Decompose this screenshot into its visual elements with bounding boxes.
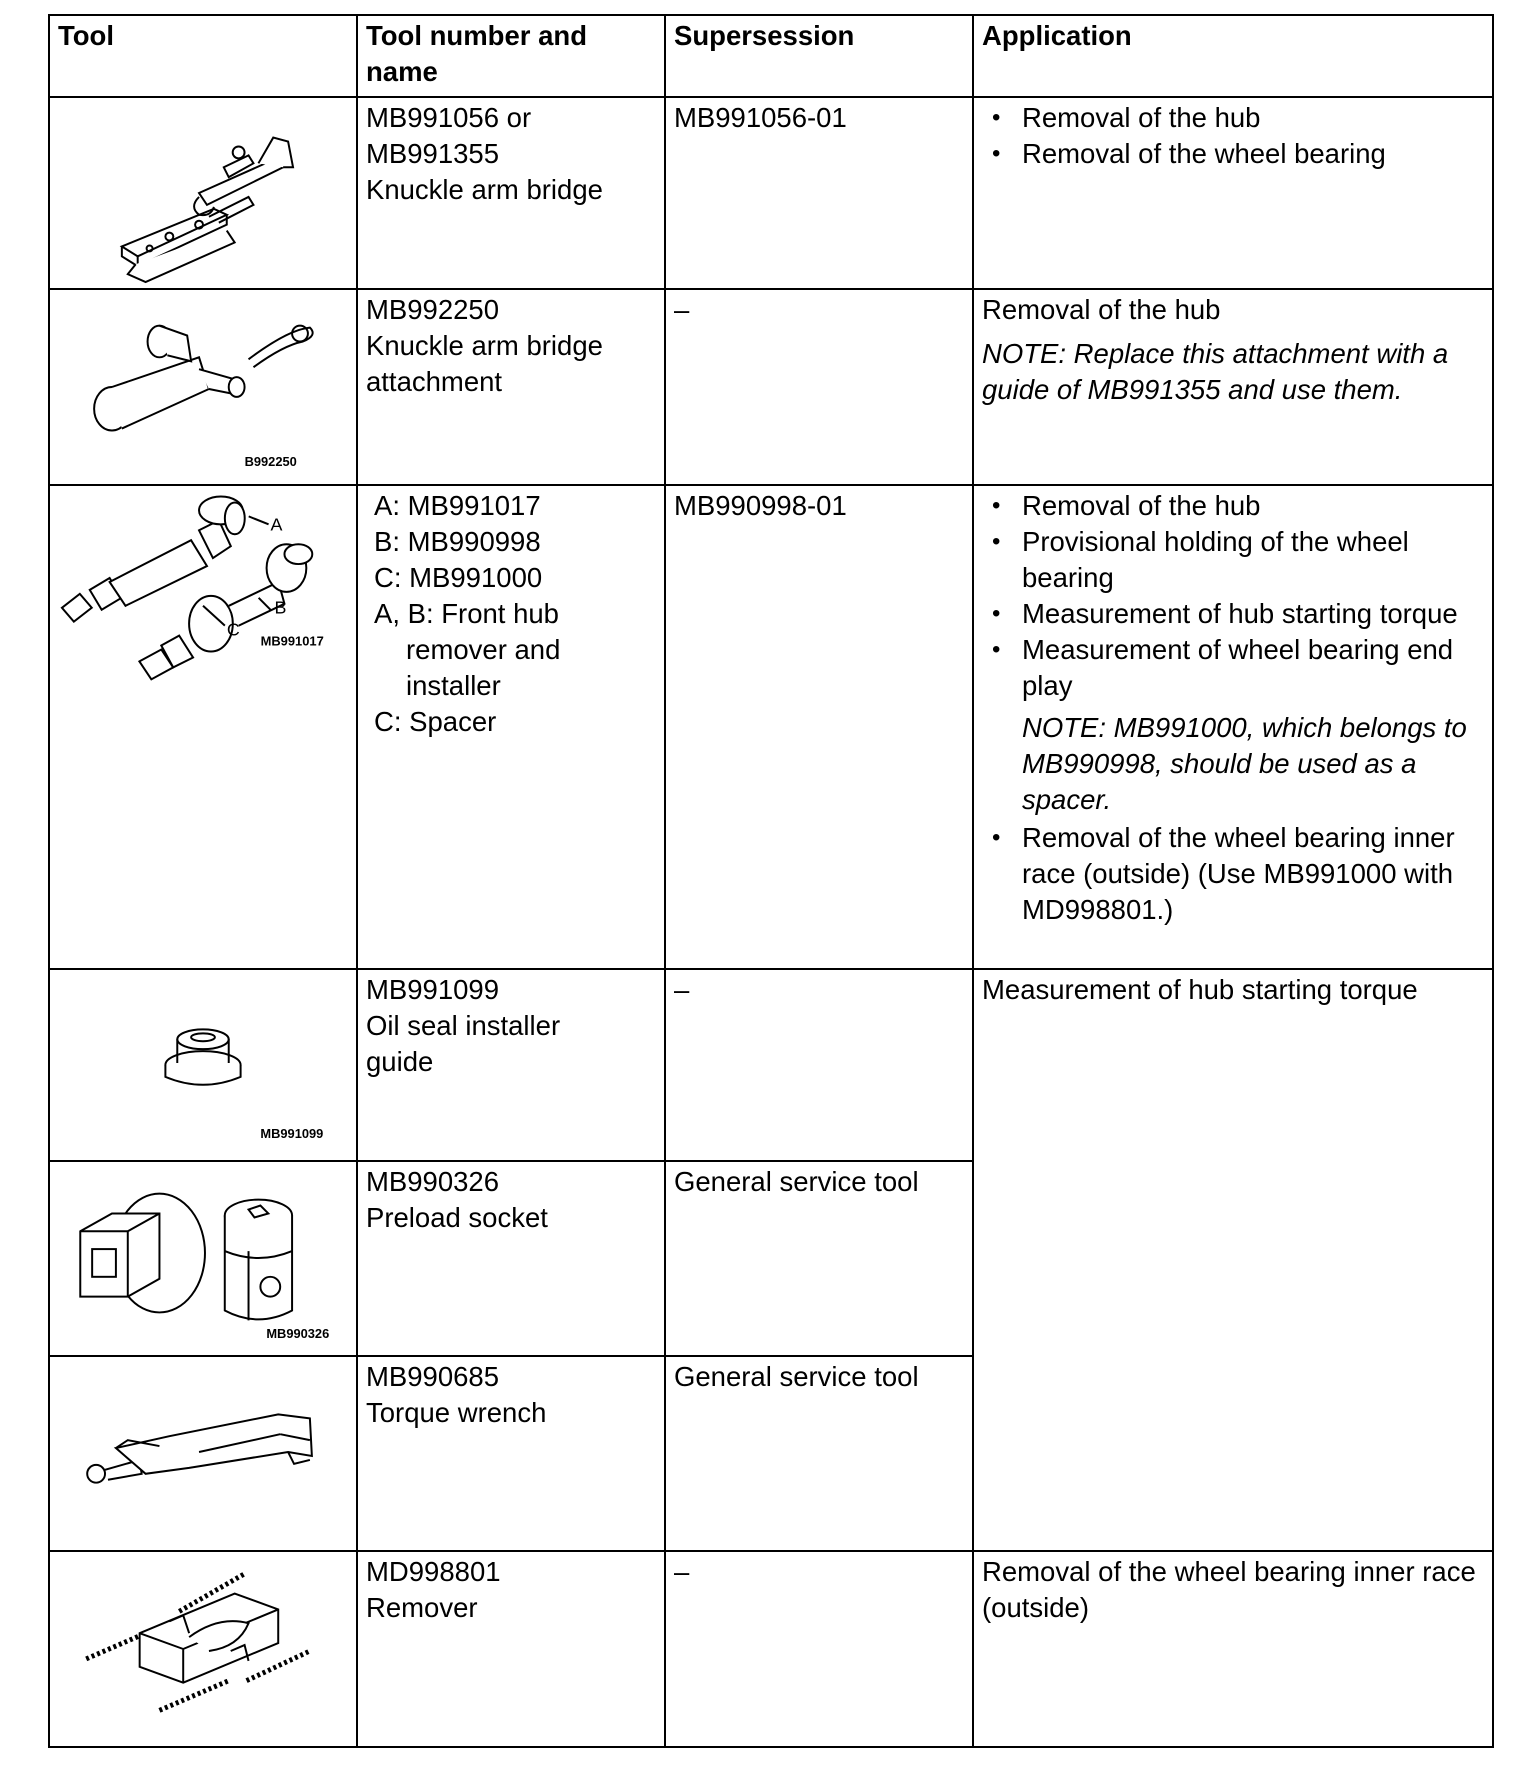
application-item: • Measurement of hub starting torque <box>1022 596 1484 632</box>
torque-wrench-illustration <box>50 1357 356 1550</box>
application-cell: Removal of the wheel bearing inner race (outside) <box>973 1551 1493 1747</box>
figure-caption: B992250 <box>244 454 297 470</box>
tool-name-line: Preload socket <box>366 1202 548 1233</box>
tool-number-line: MB991056 or <box>366 102 532 133</box>
tool-number-line: B: MB990998 <box>374 526 541 557</box>
table-row <box>49 485 1493 969</box>
tool-number-line: MD998801 <box>366 1556 501 1587</box>
header-number-name: Tool number and name <box>357 15 665 97</box>
supersession-cell: – <box>665 289 973 485</box>
tool-name-line: C: Spacer <box>374 706 497 737</box>
table-row <box>49 289 1493 485</box>
header-row <box>49 15 1493 97</box>
supersession-cell: General service tool <box>665 1161 973 1356</box>
tool-image-cell <box>49 1161 357 1356</box>
application-item: • Removal of the wheel bearing <box>1022 136 1484 172</box>
application-item: • Measurement of wheel bearing end play <box>1022 632 1484 704</box>
application-item: • Provisional holding of the wheel bearing <box>1022 524 1484 596</box>
supersession-cell: MB991056-01 <box>665 97 973 289</box>
figure-caption: MB990326 <box>266 1326 330 1342</box>
application-cell <box>973 97 1493 289</box>
figure-caption: MB991017 <box>260 633 324 649</box>
application-text: Removal of the hub <box>982 294 1221 325</box>
tool-number-cell <box>357 289 665 485</box>
front-hub-remover-installer-illustration <box>50 486 356 968</box>
supersession-cell: MB990998-01 <box>665 485 973 969</box>
tool-image-cell <box>49 485 357 969</box>
label-b: B <box>274 597 287 618</box>
application-cell: Measurement of hub starting torque <box>973 969 1493 1551</box>
tool-name-line: guide <box>366 1046 434 1077</box>
application-item: • Removal of the hub <box>1022 488 1484 524</box>
tool-name-line: A, B: Front hub <box>374 598 559 629</box>
label-c: C <box>226 619 240 640</box>
tool-number-cell <box>357 1356 665 1551</box>
tool-name-line: Oil seal installer <box>366 1010 561 1041</box>
oil-seal-installer-guide-illustration <box>50 970 356 1160</box>
tool-number-cell <box>357 1161 665 1356</box>
tool-image-cell <box>49 97 357 289</box>
tool-name-line: Remover <box>366 1592 478 1623</box>
tool-number-line: MB992250 <box>366 294 500 325</box>
application-item: • Removal of the hub <box>1022 100 1484 136</box>
tool-name-line: Knuckle arm bridge <box>366 174 603 205</box>
bearing-remover-illustration <box>50 1552 356 1746</box>
header-supersession: Supersession <box>665 15 973 97</box>
application-cell <box>973 485 1493 969</box>
tool-number-line: C: MB991000 <box>374 562 543 593</box>
tool-name-line: remover and <box>406 634 561 665</box>
tool-number-cell <box>357 97 665 289</box>
supersession-cell: – <box>665 1551 973 1747</box>
application-note: NOTE: MB991000, which belongs to MB990998, should be used as a spacer. <box>1022 712 1467 815</box>
table-row <box>49 969 1493 1161</box>
header-application: Application <box>973 15 1493 97</box>
table-row <box>49 97 1493 289</box>
tool-number-line: MB990326 <box>366 1166 500 1197</box>
application-note: NOTE: Replace this attachment with a guide of MB991355 and use them. <box>982 338 1449 405</box>
tool-image-cell <box>49 1551 357 1747</box>
tool-number-cell <box>357 969 665 1161</box>
supersession-cell: – <box>665 969 973 1161</box>
tool-image-cell <box>49 969 357 1161</box>
tool-number-cell <box>357 1551 665 1747</box>
tool-number-line: MB991099 <box>366 974 500 1005</box>
knuckle-arm-bridge-attachment-illustration <box>50 290 356 484</box>
tool-name-line: installer <box>406 670 501 701</box>
label-a: A <box>270 514 283 535</box>
tool-name-line: Torque wrench <box>366 1397 547 1428</box>
special-tools-table <box>48 14 1494 1748</box>
tool-number-line: MB990685 <box>366 1361 500 1392</box>
supersession-cell: General service tool <box>665 1356 973 1551</box>
tool-image-cell <box>49 1356 357 1551</box>
tool-image-cell <box>49 289 357 485</box>
tool-number-cell <box>357 485 665 969</box>
knuckle-arm-bridge-illustration <box>50 98 356 288</box>
tool-number-line: MB991355 <box>366 138 500 169</box>
preload-socket-illustration <box>50 1162 356 1355</box>
application-cell <box>973 289 1493 485</box>
table-row <box>49 1551 1493 1747</box>
figure-caption: MB991099 <box>260 1126 324 1142</box>
tool-name-line: attachment <box>366 366 503 397</box>
header-tool: Tool <box>49 15 357 97</box>
tool-number-line: A: MB991017 <box>374 490 541 521</box>
tool-name-line: Knuckle arm bridge <box>366 330 603 361</box>
application-item: • Removal of the wheel bearing inner race (outside) (Use MB991000 with MD998801.) <box>1022 820 1484 928</box>
